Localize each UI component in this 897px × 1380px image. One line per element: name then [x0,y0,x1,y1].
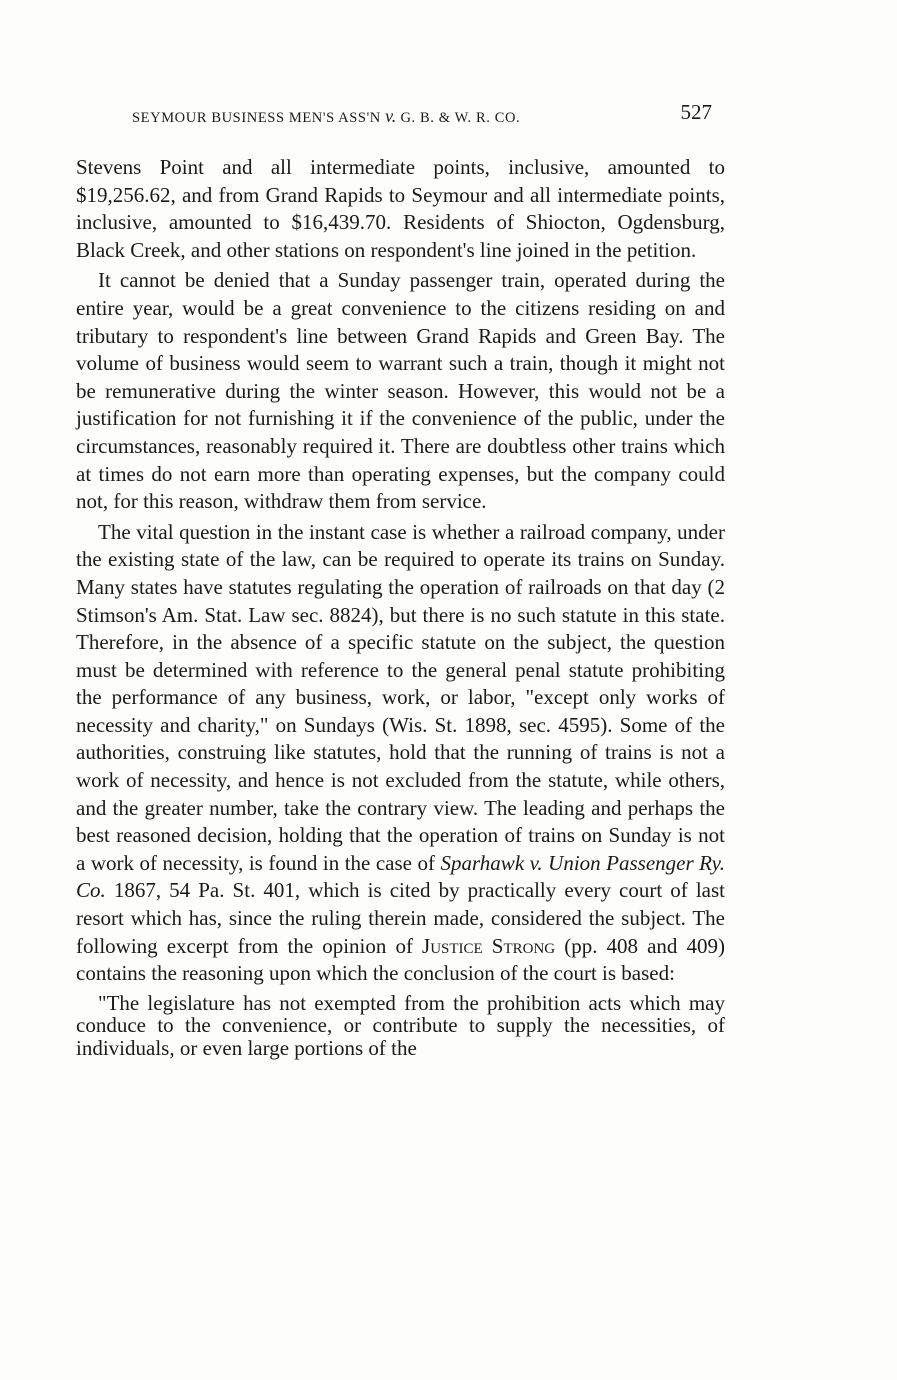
case-citation: Sparhawk v. Union Passenger Ry. Co. [76,850,726,903]
page-header [76,100,724,130]
body-text [76,154,725,1062]
running-head-versus: v. [385,106,397,126]
paragraph-3 [76,519,725,988]
page-number: 527 [680,100,712,124]
running-head-respondent: G. B. & W. R. CO. [400,110,521,126]
paragraph-3-text-a: The vital question in the instant case is whether a railroad company, under the existing state of the law, can be required to operate its trains on Sunday. Many states have statutes regulating the operation of railroads on that day (2 Stimson's Am. Stat. Law sec. 8824), but there is no such statute in this state. Therefore, in the absence of a specific statute on the subject, the question must be determined with reference to the general penal statute prohibiting the performance of any business, work, or labor, "except only works of necessity and charity," on Sundays (Wis. St. 1898, sec. 4595). Some of the authorities, construing like statutes, hold that the running of trains is not a work of necessity, and hence is not excluded from the statute, while others, and the greater number, take the contrary view. The leading and perhaps the best reasoned decision, holding that the operation of trains on Sunday is not a work of necessity, is found in the case of [76,519,725,875]
paragraph-3-text-b: 1867, 54 Pa. St. 401, which is cited by practically every court of last resort which has, since the ruling therein made, considered the subject. The following excerpt from the opinion of [76,878,725,958]
justice-name: Justice Strong [422,933,556,958]
paragraph-2: It cannot be denied that a Sunday passenger train, operated during the entire year, would be a great convenience to the citizens residing on and tributary to respondent's line between Grand Rapids and Green Bay. The volume of business would seem to warrant such a train, though it might not be remunerative during the winter season. However, this would not be a justification for not furnishing it if the convenience of the public, under the circumstances, reasonably required it. There are doubtless other trains which at times do not earn more than operating expenses, but the company could not, for this reason, withdraw them from service. [76,268,725,514]
block-quote: "The legislature has not exempted from the prohibition acts which may conduce to the convenience, or contribute to supply the necessities, of individuals, or even large portions of the [76,990,725,1060]
running-head-title: SEYMOUR BUSINESS MEN'S ASS'N [132,110,381,126]
paragraph-1: Stevens Point and all intermediate points, inclusive, amounted to $19,256.62, and from Grand Rapids to Seymour and all intermediate points, inclusive, amounted to $16,439.70. Residents of Shiocton, Ogdensburg, Black Creek, and other stations on respondent's line joined in the petition. [76,155,725,262]
running-head [132,106,520,127]
paragraph-3-text-c: (pp. 408 and 409) contains the reasoning upon which the conclusion of the court is based: [76,933,725,986]
